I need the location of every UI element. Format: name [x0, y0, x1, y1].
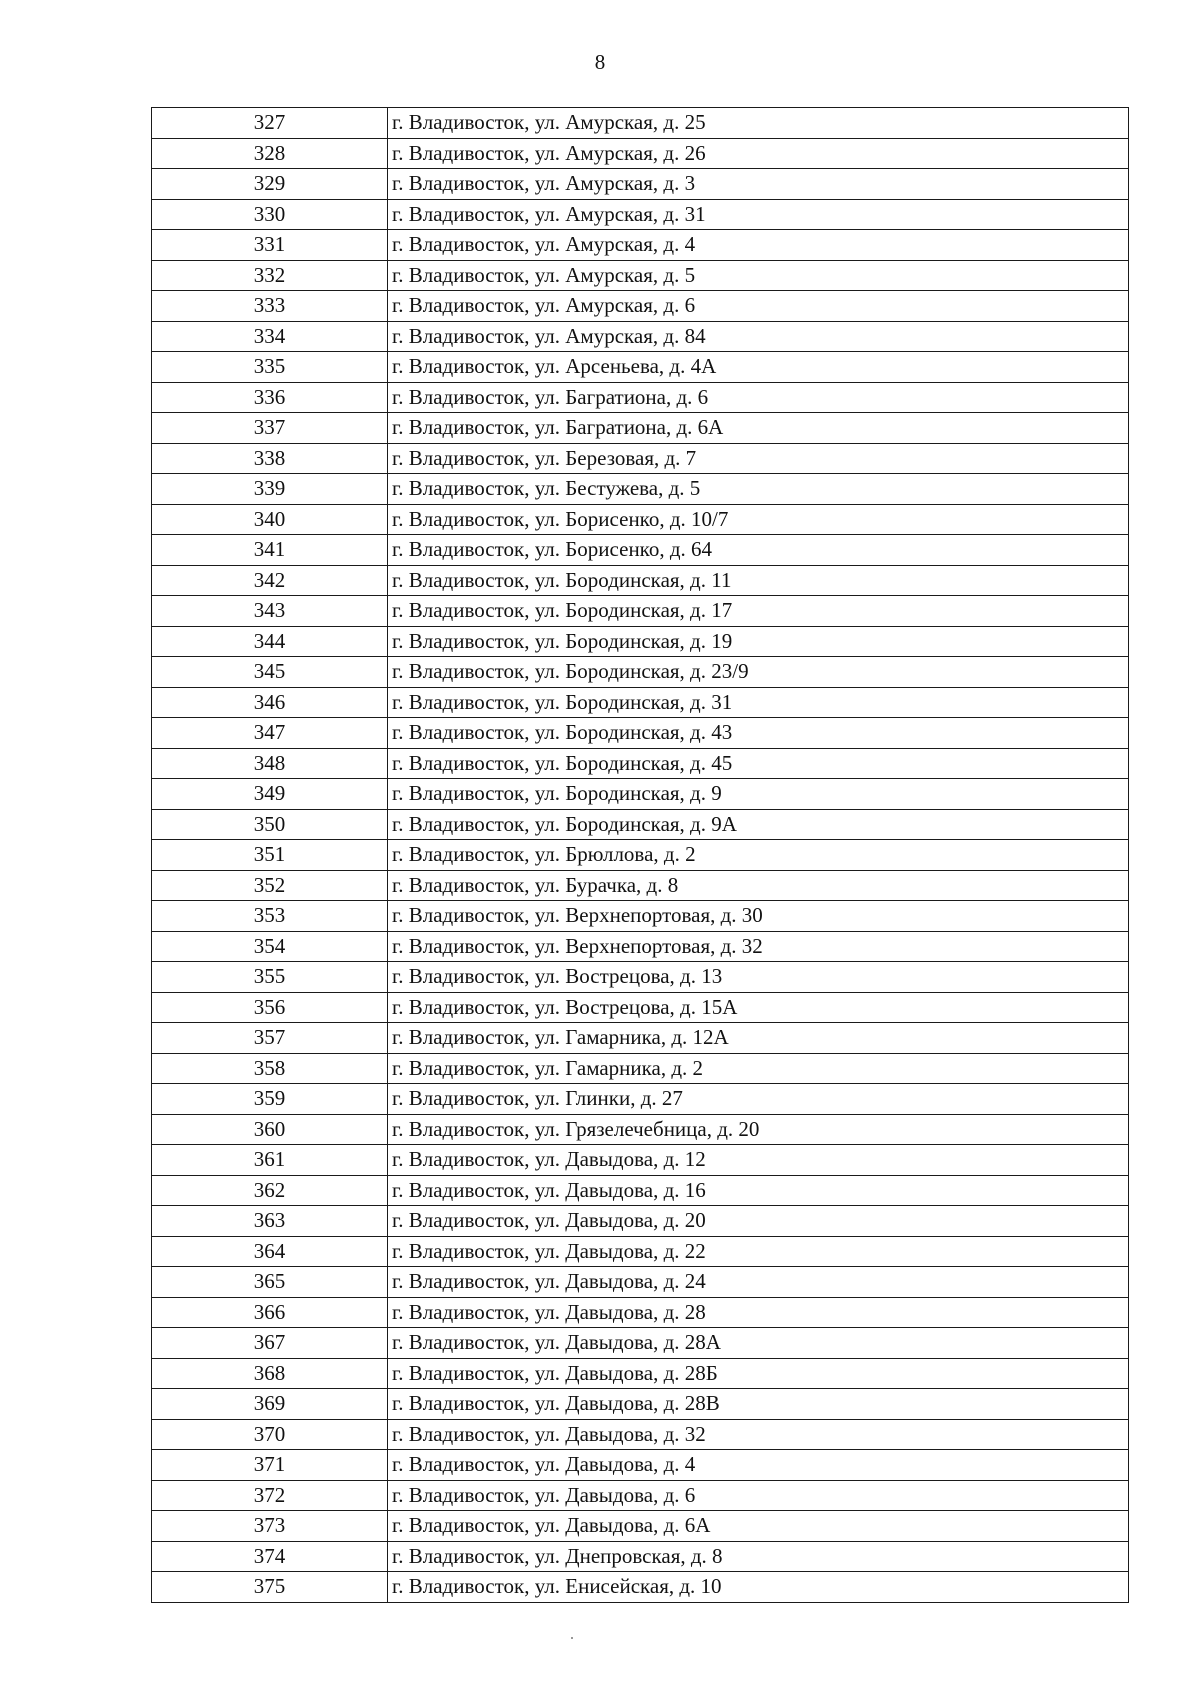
table-row	[152, 382, 1129, 413]
row-number-cell: 373	[152, 1511, 388, 1542]
table-row	[152, 474, 1129, 505]
address-cell: г. Владивосток, ул. Вострецова, д. 15А	[388, 992, 1129, 1023]
row-number-cell: 375	[152, 1572, 388, 1603]
table-row	[152, 1541, 1129, 1572]
table-row	[152, 962, 1129, 993]
table-row	[152, 1450, 1129, 1481]
row-number-cell: 345	[152, 657, 388, 688]
address-cell: г. Владивосток, ул. Бородинская, д. 43	[388, 718, 1129, 749]
table-row	[152, 108, 1129, 139]
row-number-cell: 339	[152, 474, 388, 505]
address-cell: г. Владивосток, ул. Амурская, д. 25	[388, 108, 1129, 139]
row-number-cell: 364	[152, 1236, 388, 1267]
row-number-cell: 363	[152, 1206, 388, 1237]
row-number-cell: 355	[152, 962, 388, 993]
address-cell: г. Владивосток, ул. Амурская, д. 6	[388, 291, 1129, 322]
address-cell: г. Владивосток, ул. Давыдова, д. 32	[388, 1419, 1129, 1450]
table-row	[152, 626, 1129, 657]
address-cell: г. Владивосток, ул. Давыдова, д. 6	[388, 1480, 1129, 1511]
address-cell: г. Владивосток, ул. Глинки, д. 27	[388, 1084, 1129, 1115]
row-number-cell: 341	[152, 535, 388, 566]
address-cell: г. Владивосток, ул. Днепровская, д. 8	[388, 1541, 1129, 1572]
table-row	[152, 809, 1129, 840]
row-number-cell: 328	[152, 138, 388, 169]
table-row	[152, 138, 1129, 169]
table-row	[152, 1053, 1129, 1084]
address-cell: г. Владивосток, ул. Амурская, д. 3	[388, 169, 1129, 200]
address-cell: г. Владивосток, ул. Бородинская, д. 45	[388, 748, 1129, 779]
table-row	[152, 931, 1129, 962]
row-number-cell: 334	[152, 321, 388, 352]
address-cell: г. Владивосток, ул. Вострецова, д. 13	[388, 962, 1129, 993]
address-cell: г. Владивосток, ул. Березовая, д. 7	[388, 443, 1129, 474]
row-number-cell: 342	[152, 565, 388, 596]
table-row	[152, 1145, 1129, 1176]
row-number-cell: 357	[152, 1023, 388, 1054]
row-number-cell: 331	[152, 230, 388, 261]
table-row	[152, 504, 1129, 535]
row-number-cell: 347	[152, 718, 388, 749]
table-row	[152, 1114, 1129, 1145]
row-number-cell: 353	[152, 901, 388, 932]
row-number-cell: 361	[152, 1145, 388, 1176]
row-number-cell: 329	[152, 169, 388, 200]
address-cell: г. Владивосток, ул. Амурская, д. 84	[388, 321, 1129, 352]
address-cell: г. Владивосток, ул. Борисенко, д. 64	[388, 535, 1129, 566]
address-cell: г. Владивосток, ул. Бородинская, д. 19	[388, 626, 1129, 657]
table-row	[152, 1328, 1129, 1359]
table-row	[152, 1084, 1129, 1115]
row-number-cell: 335	[152, 352, 388, 383]
address-cell: г. Владивосток, ул. Багратиона, д. 6А	[388, 413, 1129, 444]
address-cell: г. Владивосток, ул. Амурская, д. 5	[388, 260, 1129, 291]
address-cell: г. Владивосток, ул. Арсеньева, д. 4А	[388, 352, 1129, 383]
table-row	[152, 596, 1129, 627]
row-number-cell: 360	[152, 1114, 388, 1145]
table-row	[152, 321, 1129, 352]
table-row	[152, 657, 1129, 688]
table-row	[152, 1175, 1129, 1206]
row-number-cell: 350	[152, 809, 388, 840]
row-number-cell: 371	[152, 1450, 388, 1481]
address-cell: г. Владивосток, ул. Давыдова, д. 4	[388, 1450, 1129, 1481]
row-number-cell: 369	[152, 1389, 388, 1420]
table-row	[152, 535, 1129, 566]
address-cell: г. Владивосток, ул. Бородинская, д. 9А	[388, 809, 1129, 840]
table-row	[152, 1419, 1129, 1450]
address-cell: г. Владивосток, ул. Бородинская, д. 23/9	[388, 657, 1129, 688]
table-row	[152, 352, 1129, 383]
row-number-cell: 327	[152, 108, 388, 139]
row-number-cell: 348	[152, 748, 388, 779]
address-cell: г. Владивосток, ул. Верхнепортовая, д. 32	[388, 931, 1129, 962]
table-row	[152, 1267, 1129, 1298]
address-cell: г. Владивосток, ул. Верхнепортовая, д. 30	[388, 901, 1129, 932]
address-cell: г. Владивосток, ул. Грязелечебница, д. 20	[388, 1114, 1129, 1145]
table-row	[152, 1358, 1129, 1389]
row-number-cell: 344	[152, 626, 388, 657]
address-table-body	[152, 108, 1129, 1603]
row-number-cell: 336	[152, 382, 388, 413]
table-row	[152, 565, 1129, 596]
address-cell: г. Владивосток, ул. Гамарника, д. 12А	[388, 1023, 1129, 1054]
row-number-cell: 346	[152, 687, 388, 718]
row-number-cell: 370	[152, 1419, 388, 1450]
address-cell: г. Владивосток, ул. Багратиона, д. 6	[388, 382, 1129, 413]
table-row	[152, 169, 1129, 200]
table-row	[152, 1572, 1129, 1603]
row-number-cell: 356	[152, 992, 388, 1023]
address-cell: г. Владивосток, ул. Амурская, д. 31	[388, 199, 1129, 230]
table-row	[152, 1023, 1129, 1054]
row-number-cell: 368	[152, 1358, 388, 1389]
address-cell: г. Владивосток, ул. Енисейская, д. 10	[388, 1572, 1129, 1603]
row-number-cell: 337	[152, 413, 388, 444]
row-number-cell: 367	[152, 1328, 388, 1359]
row-number-cell: 366	[152, 1297, 388, 1328]
table-row	[152, 443, 1129, 474]
table-row	[152, 992, 1129, 1023]
address-cell: г. Владивосток, ул. Давыдова, д. 28Б	[388, 1358, 1129, 1389]
row-number-cell: 352	[152, 870, 388, 901]
table-row	[152, 840, 1129, 871]
table-row	[152, 748, 1129, 779]
address-cell: г. Владивосток, ул. Давыдова, д. 28А	[388, 1328, 1129, 1359]
page-number: 8	[594, 50, 606, 74]
table-row	[152, 1511, 1129, 1542]
table-row	[152, 870, 1129, 901]
table-row	[152, 413, 1129, 444]
row-number-cell: 332	[152, 260, 388, 291]
table-row	[152, 199, 1129, 230]
address-cell: г. Владивосток, ул. Бородинская, д. 31	[388, 687, 1129, 718]
address-table	[151, 107, 1129, 1603]
address-cell: г. Владивосток, ул. Бурачка, д. 8	[388, 870, 1129, 901]
scan-artifact-dot	[571, 1637, 573, 1639]
table-row	[152, 1236, 1129, 1267]
row-number-cell: 338	[152, 443, 388, 474]
table-row	[152, 1206, 1129, 1237]
row-number-cell: 365	[152, 1267, 388, 1298]
address-cell: г. Владивосток, ул. Давыдова, д. 24	[388, 1267, 1129, 1298]
address-cell: г. Владивосток, ул. Давыдова, д. 22	[388, 1236, 1129, 1267]
address-cell: г. Владивосток, ул. Давыдова, д. 20	[388, 1206, 1129, 1237]
table-row	[152, 779, 1129, 810]
table-row	[152, 230, 1129, 261]
address-cell: г. Владивосток, ул. Бородинская, д. 17	[388, 596, 1129, 627]
address-cell: г. Владивосток, ул. Давыдова, д. 12	[388, 1145, 1129, 1176]
table-row	[152, 687, 1129, 718]
table-row	[152, 260, 1129, 291]
row-number-cell: 343	[152, 596, 388, 627]
row-number-cell: 358	[152, 1053, 388, 1084]
row-number-cell: 372	[152, 1480, 388, 1511]
address-cell: г. Владивосток, ул. Гамарника, д. 2	[388, 1053, 1129, 1084]
address-cell: г. Владивосток, ул. Давыдова, д. 16	[388, 1175, 1129, 1206]
table-row	[152, 718, 1129, 749]
table-row	[152, 1297, 1129, 1328]
address-cell: г. Владивосток, ул. Бестужева, д. 5	[388, 474, 1129, 505]
row-number-cell: 374	[152, 1541, 388, 1572]
address-cell: г. Владивосток, ул. Бородинская, д. 9	[388, 779, 1129, 810]
row-number-cell: 349	[152, 779, 388, 810]
address-cell: г. Владивосток, ул. Давыдова, д. 28В	[388, 1389, 1129, 1420]
row-number-cell: 362	[152, 1175, 388, 1206]
address-cell: г. Владивосток, ул. Амурская, д. 26	[388, 138, 1129, 169]
table-row	[152, 901, 1129, 932]
table-row	[152, 291, 1129, 322]
address-cell: г. Владивосток, ул. Брюллова, д. 2	[388, 840, 1129, 871]
address-cell: г. Владивосток, ул. Амурская, д. 4	[388, 230, 1129, 261]
row-number-cell: 354	[152, 931, 388, 962]
address-cell: г. Владивосток, ул. Бородинская, д. 11	[388, 565, 1129, 596]
table-row	[152, 1389, 1129, 1420]
row-number-cell: 359	[152, 1084, 388, 1115]
address-cell: г. Владивосток, ул. Давыдова, д. 6А	[388, 1511, 1129, 1542]
row-number-cell: 330	[152, 199, 388, 230]
row-number-cell: 351	[152, 840, 388, 871]
address-cell: г. Владивосток, ул. Давыдова, д. 28	[388, 1297, 1129, 1328]
row-number-cell: 340	[152, 504, 388, 535]
row-number-cell: 333	[152, 291, 388, 322]
address-cell: г. Владивосток, ул. Борисенко, д. 10/7	[388, 504, 1129, 535]
table-row	[152, 1480, 1129, 1511]
